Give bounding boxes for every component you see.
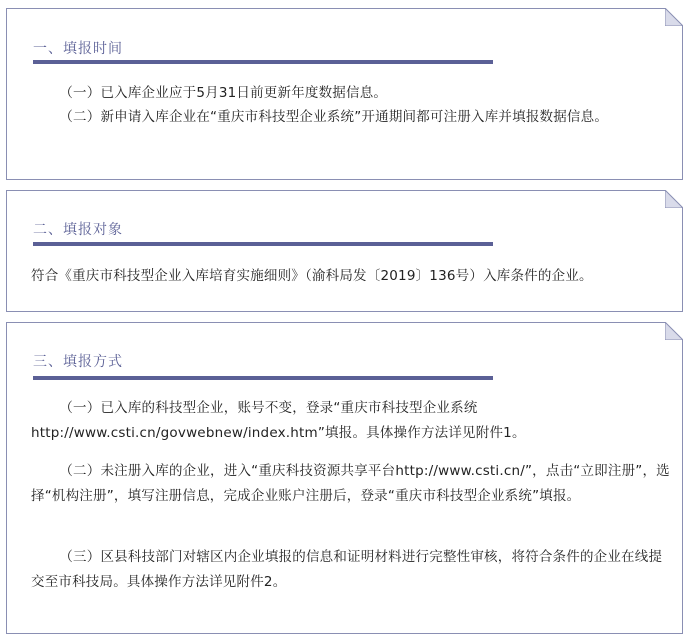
corner-fold-icon xyxy=(665,190,683,208)
paragraph: 符合《重庆市科技型企业入库培育实施细则》（渝科局发〔2019〕136号）入库条件的企业。 xyxy=(31,268,593,284)
title-underline xyxy=(33,60,493,64)
section-title: 一、填报时间 xyxy=(33,41,123,57)
section-title: 三、填报方式 xyxy=(33,354,123,370)
paragraph: （二）新申请入库企业在“重庆市科技型企业系统”开通期间都可注册入库并填报数据信息。 xyxy=(59,109,609,125)
section-title: 二、填报对象 xyxy=(33,222,123,238)
paragraph: （三）区县科技部门对辖区内企业填报的信息和证明材料进行完整性审核，将符合条件的企业在线提交至市科技局。具体操作方法详见附件2。 xyxy=(31,549,663,590)
corner-fold-icon xyxy=(665,322,683,340)
section-card-target xyxy=(6,190,683,312)
title-underline xyxy=(33,376,493,380)
section-card-time xyxy=(6,8,683,180)
paragraph: （一）已入库的科技型企业，账号不变，登录“重庆市科技型企业系统http://www.csti.cn/govwebnew/index.htm”填报。具体操作方法详见附件1。 xyxy=(31,400,526,441)
paragraph: （二）未注册入库的企业，进入“重庆科技资源共享平台http://www.csti.cn/”，点击“立即注册”，选择“机构注册”，填写注册信息，完成企业账户注册后，登录“重庆市科技型企业系统”填报。 xyxy=(31,463,670,504)
corner-fold-icon xyxy=(665,8,683,26)
title-underline xyxy=(33,242,493,246)
section-card-method xyxy=(6,322,683,634)
paragraph: （一）已入库企业应于5月31日前更新年度数据信息。 xyxy=(59,85,388,101)
